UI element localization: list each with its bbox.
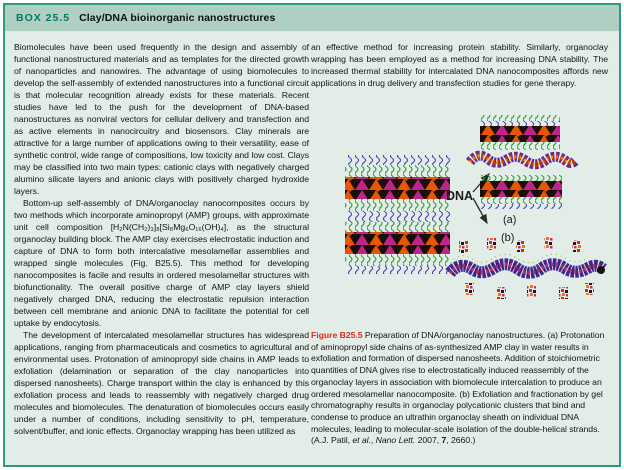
box-number-label: BOX 25.5	[16, 12, 71, 24]
paragraph-stability: an effective method for increasing protein stability. Similarly, organoclay wrapping has been employed as a method for increasing DNA stability. The increased thermal stability for intercalated DNA nanocomposites affords new applications in drug delivery and transfection studies for gene therapy.	[311, 42, 608, 88]
right-text-column	[311, 41, 608, 89]
citation-journal: Nano Lett.	[375, 435, 416, 446]
figure-caption	[311, 330, 610, 447]
panel-b-label: (b)	[501, 232, 515, 244]
paragraph-intro: Biomolecules have been used frequently in the design and assembly of functional nanostructured materials and as templates for the directed growth of nanoparticles and nanowires. The advantage of using biomolecules to develop the self-assembly of extended nanostructures into a functional circuit is that molecular recognition already exists for these materials. Recent studies have led to the push for the development of DNA-based nanostructures as nonviral vectors for cellular delivery and transfection and as active elements in nanocircuitry and biosensors. Clay minerals are attractive for a large number of applications owing to their versatility, ease of synthetic control, wide range of compositions, low toxicity and low cost. Clays may be classified into two main types: cationic clays with negatively charged alumino silicate layers and anionic clays with positively charged hydroxide layers.	[14, 42, 309, 196]
figure-caption-text: Preparation of DNA/organoclay nanostructures. (a) Protonation of aminopropyl side chains of as-synthesized AMP clay in water results in exfoliation and formation of dispersed nanosheets. Addition of stoichiometric quantities of DNA gives rise to electrostatically induced reassembly of the organoclay layers in association with biomolecule intercalation to produce an ordered mesolamellar nanocomposite. (b) Exfoliation and fractionation by gel chromatography results in organoclay polycationic clusters that bind and condense to produce an ultrathin organoclay sheath on individual DNA molecules, leading to molecular-scale isolation of the double-helical strands.	[311, 330, 605, 434]
end-sphere	[597, 266, 605, 274]
box-title: Clay/DNA bioinorganic nanostructures	[79, 12, 276, 24]
paragraph-selfassembly: Bottom-up self-assembly of DNA/organoclay nanocomposites occurs by two methods which incorporate aminopropyl (AMP) groups, with approximate unit cell composition [H₂N(CH₂)₃]₈[Si₈Mg₆O₁₆(OH)₄], as the structural organoclay building block. The AMP clay exercises electrostatic induction and capture of DNA to form both intercalative mesolamellar assemblies and wrapped single molecules (Fig. B25.5). This method for developing nanocomposites is facile and results in ordered mesolamellar structures with biofunctionality. The overall positive charge of AMP clay layers shield negatively charged DNA, reducing the electrostatic repulsion interaction between cell membrane and anionic DNA to facilitate the potential for cell uptake by endocytosis.	[14, 198, 309, 328]
panel-a-label: (a)	[503, 214, 517, 226]
clay-layer	[345, 232, 450, 254]
clay-layer	[480, 126, 560, 142]
organoclay-cluster	[459, 241, 468, 253]
citation-etal: et al.	[352, 435, 371, 446]
intercalated-structure-graphic	[470, 115, 575, 226]
left-text-column	[14, 41, 309, 437]
figure-b25-5	[313, 113, 615, 331]
paragraph-applications: The development of intercalated mesolamellar structures has widespread applications, ranging from pharmaceuticals and cosmetics to agricultural and environmental uses. Protonation of aminopropyl side chains in AMP leads to exfoliation (delamination or separation of the clay nanoparticles into dispersed nanosheets). Charge transport within the clay is enhanced by this exfoliation process and leads to reassembly with negatively charged drug molecules and biomolecules. The denaturation of biomolecules occurs easily under a number of conditions, including sensitivity to pH, temperature, solvent/buffer, and ionic effects. Organoclay wrapping has been utilized as	[14, 330, 309, 436]
clay-layer	[345, 177, 450, 199]
citation-volume: 7	[441, 435, 447, 446]
clay-layer	[480, 181, 562, 197]
figure-caption-label: Figure B25.5	[311, 330, 363, 340]
figure-citation: (A.J. Patil, et al., Nano Lett. 2007, 7, 2660.)	[311, 435, 476, 446]
amp-clay-stack-graphic	[345, 155, 450, 274]
box-25-5-panel	[3, 3, 621, 467]
figure-image	[313, 113, 615, 331]
dna-label: DNA	[446, 189, 474, 203]
wrapped-dna-structure-graphic	[450, 232, 605, 299]
box-header	[5, 5, 619, 31]
